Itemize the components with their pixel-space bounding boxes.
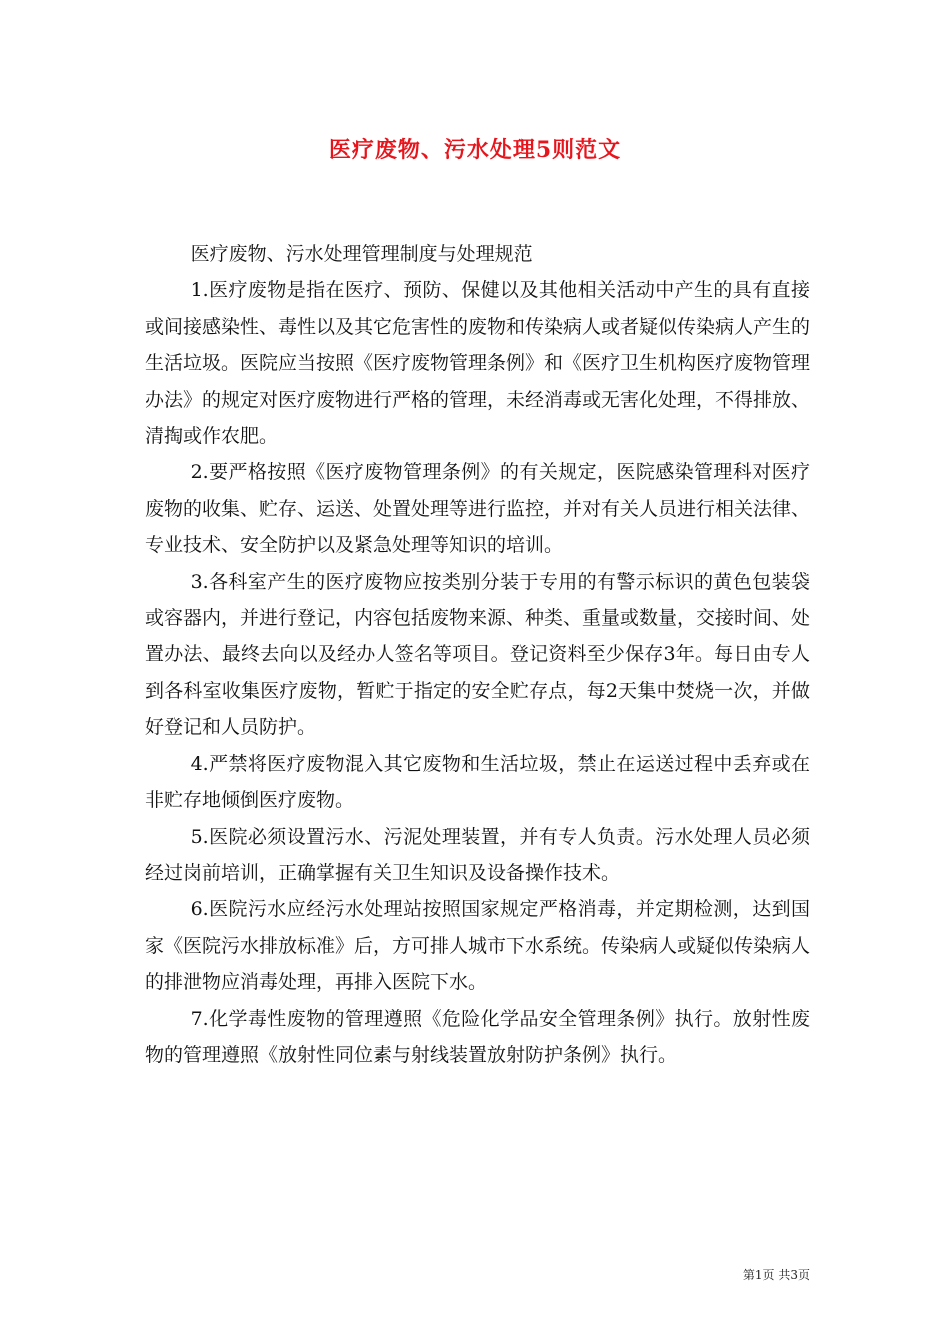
paragraph-6: 6.医院污水应经污水处理站按照国家规定严格消毒，并定期检测，达到国家《医院污水排放标准》后，方可排人城市下水系统。传染病人或疑似传染病人的排泄物应消毒处理，再排入医院下水。 [145, 898, 811, 994]
document-title: 医疗废物、污水处理5则范文 [328, 137, 622, 163]
paragraph-7: 7.化学毒性废物的管理遵照《危险化学品安全管理条例》执行。放射性废物的管理遵照《放射性同位素与射线装置放射防护条例》执行。 [145, 1007, 810, 1066]
paragraph-2: 2.要严格按照《医疗废物管理条例》的有关规定，医院感染管理科对医疗废物的收集、贮存、运送、处置处理等进行监控，并对有关人员进行相关法律、专业技术、安全防护以及紧急处理等知识的培训。 [145, 461, 811, 557]
paragraph-5: 5.医院必须设置污水、污泥处理装置，并有专人负责。污水处理人员必须经过岗前培训，正确掌握有关卫生知识及设备操作技术。 [145, 825, 810, 884]
paragraph-4: 4.严禁将医疗废物混入其它废物和生活垃圾，禁止在运送过程中丢弃或在非贮存地倾倒医疗废物。 [145, 752, 810, 812]
document-subtitle: 医疗废物、污水处理管理制度与处理规范 [190, 243, 533, 265]
paragraph-1: 1.医疗废物是指在医疗、预防、保健以及其他相关活动中产生的具有直接或间接感染性、毒性以及其它危害性的废物和传染病人或者疑似传染病人产生的生活垃圾。医院应当按照《医疗废物管理条例》和《医疗卫生机构医疗废物管理办法》的规定对医疗废物进行严格的管理，未经消毒或无害化处理，不得排放、清掏或作农肥。 [145, 279, 811, 448]
paragraph-3: 3.各科室产生的医疗废物应按类别分装于专用的有警示标识的黄色包装袋或容器内，并进行登记，内容包括废物来源、种类、重量或数量，交接时间、处置办法、最终去向以及经办人签名等项目。登记资料至少保存3年。每日由专人到各科室收集医疗废物，暂贮于指定的安全贮存点，每2天集中焚烧一次，并做好登记和人员防护。 [145, 570, 811, 739]
page-indicator: 第1页 共3页 [742, 1268, 810, 1282]
document-body [145, 236, 810, 1073]
